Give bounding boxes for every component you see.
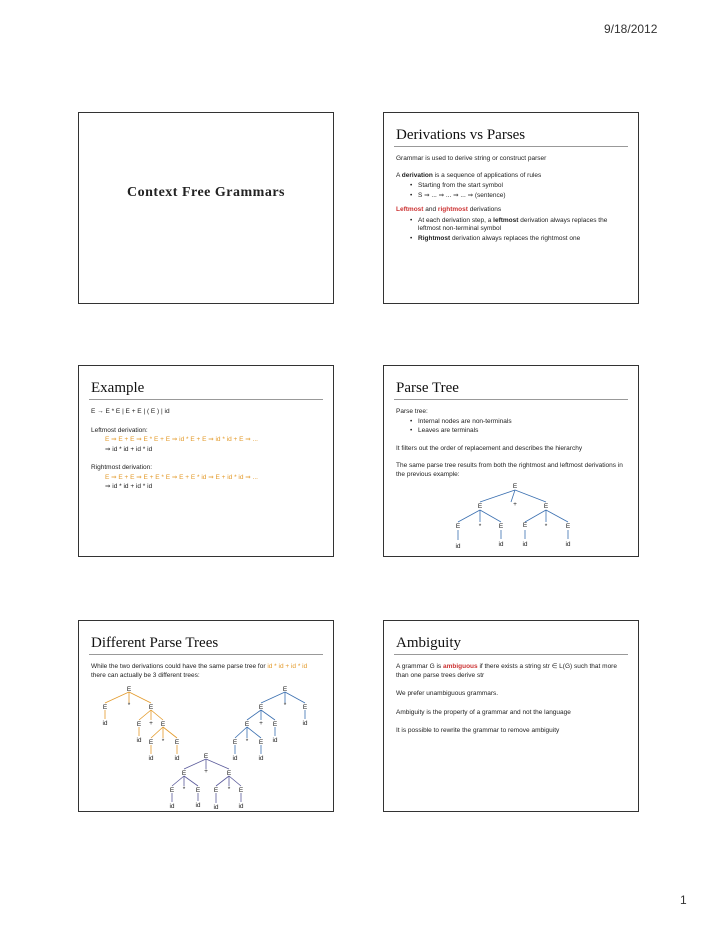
- tree-node: E: [565, 523, 571, 530]
- page-number: 1: [680, 893, 687, 907]
- ambiguity-property: Ambiguity is the property of a grammar and not the language: [396, 708, 571, 716]
- slide-title: Different Parse Trees: [91, 635, 219, 651]
- tree-node: E: [226, 770, 232, 777]
- three-parse-trees-diagram: [79, 683, 333, 811]
- slide-title: Derivations vs Parses: [396, 127, 526, 143]
- rightmost-label: Rightmost derivation:: [91, 464, 153, 471]
- tree-leaf: id: [213, 804, 219, 811]
- title-divider: [394, 654, 628, 655]
- tree-leaf: id: [148, 755, 154, 762]
- tree-node: E: [498, 523, 504, 530]
- tree-node: *: [127, 702, 131, 709]
- tree-node: +: [204, 768, 208, 775]
- tree-node: E: [258, 704, 264, 711]
- tree-node: E: [213, 787, 219, 794]
- header-date: 9/18/2012: [604, 22, 658, 36]
- tree-node: E: [477, 503, 483, 510]
- slide-body: [91, 408, 323, 500]
- tree-leaf: id: [238, 803, 244, 810]
- tree-node: E: [272, 721, 278, 728]
- tree-leaf: id: [272, 737, 278, 744]
- tree-leaf: id: [455, 543, 461, 550]
- slide-body: [396, 408, 628, 487]
- tree-node: E: [169, 787, 175, 794]
- tree-node: *: [245, 738, 249, 745]
- list-item: • Internal nodes are non-terminals: [410, 418, 628, 427]
- tree-node: E: [232, 739, 238, 746]
- leftmost-derivation: E ⇒ E + E ⇒ E * E + E ⇒ id * E + E ⇒ id * id + E ⇒ ...: [105, 436, 258, 443]
- tree-node: E: [126, 686, 132, 693]
- tree-node: *: [227, 786, 231, 793]
- tree-node: E: [160, 721, 166, 728]
- tree-node: E: [238, 787, 244, 794]
- parse-tree-diagram: [384, 478, 638, 554]
- slide-body: [396, 155, 628, 244]
- tree-node: +: [259, 720, 263, 727]
- tree-leaf: id: [498, 541, 504, 548]
- title-divider: [394, 399, 628, 400]
- tree-node: E: [174, 739, 180, 746]
- tree-leaf: id: [102, 720, 108, 727]
- tree-node: E: [455, 523, 461, 530]
- title-divider: [394, 146, 628, 147]
- tree-node: +: [149, 720, 153, 727]
- tree-node: E: [258, 739, 264, 746]
- grammar-usage-text: Grammar is used to derive string or construct parser: [396, 155, 547, 162]
- slide-title: Ambiguity: [396, 635, 462, 651]
- list-item: • S ⇒ ... ⇒ ... ⇒ ... ⇒ (sentence): [410, 192, 628, 201]
- derivation-definition: A derivation is a sequence of applications of rules: [396, 171, 542, 179]
- tree-node: E: [148, 739, 154, 746]
- different-trees-text: While the two derivations could have the same parse tree for id * id + id * id there can actually be 3 different trees:: [91, 663, 308, 679]
- grammar-rule: E → E * E | E + E | ( E ) | id: [91, 408, 170, 415]
- tree-node: E: [148, 704, 154, 711]
- tree-leaf: id: [195, 802, 201, 809]
- tree-leaf: id: [522, 541, 528, 548]
- leftmost-label: Leftmost derivation:: [91, 426, 148, 434]
- leftmost-result: ⇒ id * id + id * id: [105, 445, 153, 453]
- parse-tree-bullets: [396, 418, 628, 436]
- tree-node: E: [181, 770, 187, 777]
- rewrite-grammar: It is possible to rewrite the grammar to remove ambiguity: [396, 727, 560, 734]
- slide-title: Parse Tree: [396, 380, 459, 396]
- tree-node: E: [282, 686, 288, 693]
- tree-node: *: [161, 738, 165, 745]
- slide-parse-tree: [383, 365, 639, 557]
- list-item: • Starting from the start symbol: [410, 182, 628, 191]
- tree-leaf: id: [174, 755, 180, 762]
- tree-leaf: id: [258, 755, 264, 762]
- tree-node: E: [195, 787, 201, 794]
- tree-leaf: id: [565, 541, 571, 548]
- tree-node: +: [513, 501, 517, 508]
- slide-derivations-vs-parses: [383, 112, 639, 304]
- tree-node: *: [182, 786, 186, 793]
- title-divider: [89, 399, 323, 400]
- tree-node: E: [512, 483, 518, 490]
- tree-leaf: id: [136, 737, 142, 744]
- title-divider: [89, 654, 323, 655]
- list-item: • Leaves are terminals: [410, 427, 628, 436]
- tree-node: *: [283, 702, 287, 709]
- unambiguous-preference: We prefer unambiguous grammars.: [396, 690, 499, 697]
- derivation-bullets: [396, 182, 628, 200]
- slide-title: Example: [91, 380, 145, 396]
- parse-tree-label: Parse tree:: [396, 408, 428, 415]
- tree-node: E: [522, 522, 528, 529]
- tree-node: E: [302, 704, 308, 711]
- rightmost-result: ⇒ id * id + id * id: [105, 483, 153, 490]
- tree-node: E: [543, 503, 549, 510]
- tree-leaf: id: [169, 803, 175, 810]
- leftmost-rightmost-bullets: [396, 217, 628, 244]
- slide-body: [396, 663, 628, 744]
- slide-ambiguity: [383, 620, 639, 812]
- ambiguity-definition: A grammar G is ambiguous if there exists a string str ∈ L(G) such that more than one parse trees derive str: [396, 663, 617, 679]
- tree-leaf: id: [232, 755, 238, 762]
- tree-node: *: [544, 523, 548, 530]
- leftmost-rightmost-heading: Leftmost and rightmost derivations: [396, 206, 502, 213]
- same-tree-text: The same parse tree results from both the rightmost and leftmost derivations in the previous example:: [396, 462, 623, 478]
- tree-leaf: id: [302, 720, 308, 727]
- slide-different-parse-trees: [78, 620, 334, 812]
- rightmost-derivation: E ⇒ E + E ⇒ E + E * E ⇒ E + E * id ⇒ E + id * id ⇒ ...: [105, 473, 258, 481]
- hierarchy-text: It filters out the order of replacement and describes the hierarchy: [396, 444, 583, 452]
- slide-context-free-grammars: [78, 112, 334, 304]
- list-item: • Rightmost derivation always replaces the rightmost one: [410, 235, 628, 244]
- tree-node: *: [478, 523, 482, 530]
- tree-node: E: [244, 721, 250, 728]
- list-item: • At each derivation step, a leftmost derivation always replaces the leftmost non-terminal symbol: [410, 217, 628, 234]
- tree-node: E: [203, 753, 209, 760]
- slide-title-cfg: Context Free Grammars: [127, 185, 285, 200]
- tree-node: E: [136, 721, 142, 728]
- tree-node: E: [102, 704, 108, 711]
- slide-example: [78, 365, 334, 557]
